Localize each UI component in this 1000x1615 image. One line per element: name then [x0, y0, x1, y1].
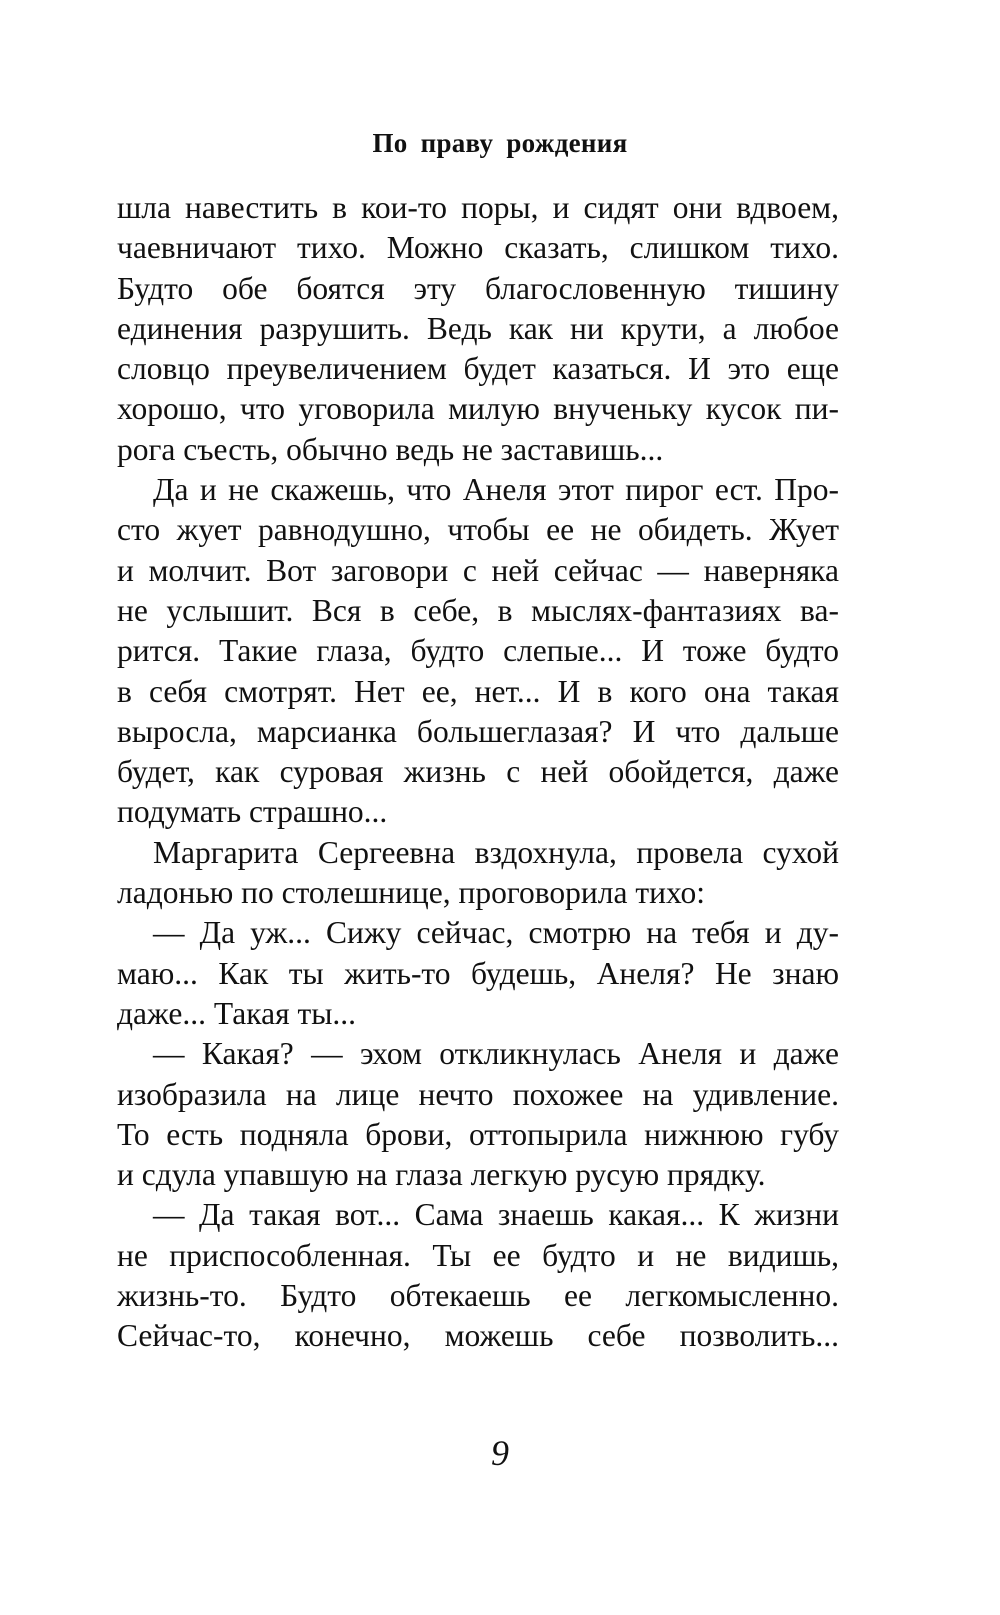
page-number: 9	[491, 1433, 509, 1473]
text-line: шла навестить в кои-то поры, и сидят они вдвоем,	[117, 190, 839, 225]
text-line: Будто обе боятся эту благословенную тишину	[117, 270, 839, 306]
text-line: хорошо, что уговорила милую внученьку кусок пи-	[117, 391, 839, 427]
text-line: Да и не скажешь, что Анеля этот пирог ест. Про-	[153, 472, 839, 508]
text-line: Сейчас-то, конечно, можешь себе позволить...	[117, 1318, 839, 1354]
text-line: единения разрушить. Ведь как ни крути, а любое	[117, 310, 839, 346]
text-line: будет, как суровая жизнь с ней обойдется, даже	[117, 754, 839, 790]
text-line: — Да такая вот... Сама знаешь какая... К жизни	[153, 1197, 839, 1233]
text-line: рога съесть, обычно ведь не заставишь...	[117, 431, 664, 467]
text-line: — Да уж... Сижу сейчас, смотрю на тебя и ду-	[153, 915, 839, 951]
text-line: рится. Такие глаза, будто слепые... И тоже будто	[117, 633, 839, 669]
text-line: подумать страшно...	[117, 794, 388, 830]
text-line: и сдула упавшую на глаза легкую русую прядку.	[117, 1157, 766, 1193]
text-line: Маргарита Сергеевна вздохнула, провела сухой	[153, 834, 839, 870]
text-line: жизнь-то. Будто обтекаешь ее легкомысленно.	[117, 1278, 839, 1314]
text-line: не услышит. Вся в себе, в мыслях-фантазиях ва-	[117, 592, 839, 628]
text-line: маю... Как ты жить-то будешь, Анеля? Не знаю	[117, 955, 839, 991]
text-line: ладонью по столешнице, проговорила тихо:	[117, 875, 706, 911]
running-head: По праву рождения	[372, 128, 628, 158]
text-line: изобразила на лице нечто похожее на удивление.	[117, 1076, 839, 1112]
text-line: чаевничают тихо. Можно сказать, слишком тихо.	[117, 230, 839, 266]
text-line: То есть подняла брови, оттопырила нижнюю губу	[117, 1116, 839, 1152]
text-line: выросла, марсианка большеглазая? И что дальше	[117, 713, 839, 749]
text-line: в себя смотрят. Нет ее, нет... И в кого она такая	[117, 673, 839, 709]
text-line: и молчит. Вот заговори с ней сейчас — наверняка	[117, 552, 839, 588]
body-text	[117, 188, 839, 1357]
text-line: словцо преувеличением будет казаться. И это еще	[117, 351, 839, 387]
text-line: сто жует равнодушно, чтобы ее не обидеть. Жует	[117, 512, 839, 548]
text-line: — Какая? — эхом откликнулась Анеля и даже	[153, 1036, 839, 1072]
text-line: даже... Такая ты...	[117, 995, 357, 1031]
text-line: не приспособленная. Ты ее будто и не видишь,	[117, 1237, 839, 1273]
